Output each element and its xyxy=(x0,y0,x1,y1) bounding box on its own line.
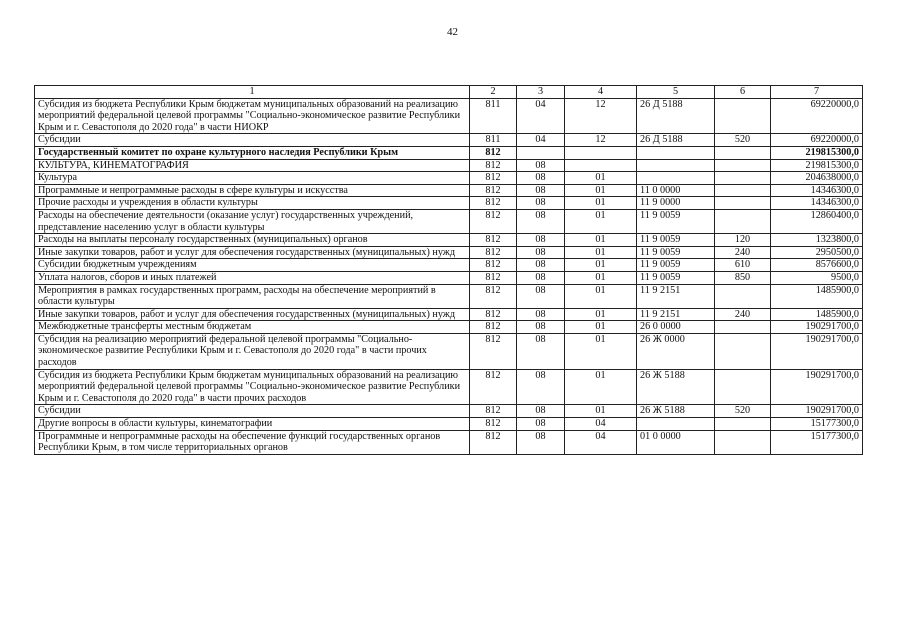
expense-type-cell xyxy=(715,284,771,308)
subsection-code-cell: 01 xyxy=(565,234,637,247)
amount-cell: 190291700,0 xyxy=(771,405,863,418)
target-article-cell: 26 Ж 5188 xyxy=(637,405,715,418)
target-article-cell: 11 9 0059 xyxy=(637,259,715,272)
table-row xyxy=(35,209,863,233)
target-article-cell: 01 0 0000 xyxy=(637,430,715,454)
target-article-cell: 11 9 0000 xyxy=(637,197,715,210)
grbs-code-cell: 812 xyxy=(470,259,517,272)
amount-cell: 1485900,0 xyxy=(771,284,863,308)
amount-cell: 219815300,0 xyxy=(771,159,863,172)
grbs-code-cell: 812 xyxy=(470,369,517,405)
col-header-3: 3 xyxy=(517,86,565,99)
target-article-cell xyxy=(637,172,715,185)
table-row xyxy=(35,98,863,134)
expense-type-cell xyxy=(715,321,771,334)
expense-type-cell xyxy=(715,184,771,197)
amount-cell: 15177300,0 xyxy=(771,418,863,431)
expense-type-cell xyxy=(715,98,771,134)
grbs-code-cell: 812 xyxy=(470,209,517,233)
subsection-code-cell: 01 xyxy=(565,405,637,418)
subsection-code-cell: 04 xyxy=(565,430,637,454)
amount-cell: 14346300,0 xyxy=(771,197,863,210)
table-row xyxy=(35,259,863,272)
grbs-code-cell: 812 xyxy=(470,172,517,185)
expense-type-cell xyxy=(715,430,771,454)
section-code-cell: 08 xyxy=(517,209,565,233)
subsection-code-cell: 01 xyxy=(565,259,637,272)
expense-name-cell: Иные закупки товаров, работ и услуг для обеспечения государственных (муниципальных) нужд xyxy=(35,308,470,321)
expense-name-cell: Иные закупки товаров, работ и услуг для обеспечения государственных (муниципальных) нужд xyxy=(35,246,470,259)
amount-cell: 69220000,0 xyxy=(771,98,863,134)
section-code-cell: 08 xyxy=(517,308,565,321)
section-code-cell: 08 xyxy=(517,159,565,172)
amount-cell: 190291700,0 xyxy=(771,333,863,369)
expense-type-cell xyxy=(715,418,771,431)
expense-name-cell: Мероприятия в рамках государственных программ, расходы на обеспечение мероприятий в области культуры xyxy=(35,284,470,308)
grbs-code-cell: 812 xyxy=(470,197,517,210)
expense-type-cell: 120 xyxy=(715,234,771,247)
amount-cell: 190291700,0 xyxy=(771,369,863,405)
table-row xyxy=(35,284,863,308)
grbs-code-cell: 812 xyxy=(470,321,517,334)
amount-cell: 9500,0 xyxy=(771,271,863,284)
col-header-7: 7 xyxy=(771,86,863,99)
expense-name-cell: Прочие расходы и учреждения в области культуры xyxy=(35,197,470,210)
grbs-code-cell: 812 xyxy=(470,284,517,308)
target-article-cell: 11 9 0059 xyxy=(637,246,715,259)
subsection-code-cell: 01 xyxy=(565,369,637,405)
col-header-5: 5 xyxy=(637,86,715,99)
amount-cell: 15177300,0 xyxy=(771,430,863,454)
col-header-6: 6 xyxy=(715,86,771,99)
subsection-code-cell xyxy=(565,159,637,172)
table-row xyxy=(35,234,863,247)
amount-cell: 204638000,0 xyxy=(771,172,863,185)
section-code-cell: 08 xyxy=(517,418,565,431)
expense-name-cell: Субсидии xyxy=(35,405,470,418)
target-article-cell: 26 Д 5188 xyxy=(637,134,715,147)
expense-name-cell: Другие вопросы в области культуры, кинематографии xyxy=(35,418,470,431)
table-row xyxy=(35,333,863,369)
table-row xyxy=(35,271,863,284)
amount-cell: 14346300,0 xyxy=(771,184,863,197)
grbs-code-cell: 812 xyxy=(470,405,517,418)
section-code-cell: 08 xyxy=(517,369,565,405)
subsection-code-cell: 04 xyxy=(565,418,637,431)
section-code-cell: 08 xyxy=(517,333,565,369)
expense-type-cell: 520 xyxy=(715,134,771,147)
grbs-code-cell: 812 xyxy=(470,333,517,369)
expense-type-cell: 240 xyxy=(715,246,771,259)
expense-name-cell: Программные и непрограммные расходы на обеспечение функций государственных органов Республики Крым, в том числе территориальных органов xyxy=(35,430,470,454)
subsection-code-cell: 01 xyxy=(565,321,637,334)
section-code-cell: 08 xyxy=(517,271,565,284)
target-article-cell xyxy=(637,159,715,172)
table-row xyxy=(35,246,863,259)
expense-name-cell: Субсидии xyxy=(35,134,470,147)
amount-cell: 219815300,0 xyxy=(771,146,863,159)
expense-type-cell: 520 xyxy=(715,405,771,418)
expense-type-cell xyxy=(715,159,771,172)
expense-type-cell xyxy=(715,197,771,210)
expense-name-cell: Субсидия на реализацию мероприятий федеральной целевой программы "Социально-экономическое развитие Республики Крым и г. Севастополя до 2020 года" в части прочих расходов xyxy=(35,333,470,369)
target-article-cell: 11 9 0059 xyxy=(637,271,715,284)
table-row xyxy=(35,430,863,454)
table-row xyxy=(35,369,863,405)
section-code-cell xyxy=(517,146,565,159)
header-row xyxy=(35,86,863,99)
expense-name-cell: Уплата налогов, сборов и иных платежей xyxy=(35,271,470,284)
grbs-code-cell: 812 xyxy=(470,184,517,197)
amount-cell: 1485900,0 xyxy=(771,308,863,321)
target-article-cell xyxy=(637,146,715,159)
target-article-cell: 26 Д 5188 xyxy=(637,98,715,134)
expense-name-cell: КУЛЬТУРА, КИНЕМАТОГРАФИЯ xyxy=(35,159,470,172)
grbs-code-cell: 812 xyxy=(470,234,517,247)
expense-name-cell: Межбюджетные трансферты местным бюджетам xyxy=(35,321,470,334)
amount-cell: 12860400,0 xyxy=(771,209,863,233)
grbs-code-cell: 812 xyxy=(470,271,517,284)
expense-type-cell xyxy=(715,172,771,185)
target-article-cell: 26 Ж 0000 xyxy=(637,333,715,369)
expense-name-cell: Субсидия из бюджета Республики Крым бюджетам муниципальных образований на реализацию мероприятий федеральной целевой программы "Социально-экономическое развитие Республики Крым и г. Севастополя до 2020 года" в части НИОКР xyxy=(35,98,470,134)
grbs-code-cell: 812 xyxy=(470,246,517,259)
expense-name-cell: Расходы на выплаты персоналу государственных (муниципальных) органов xyxy=(35,234,470,247)
grbs-code-cell: 812 xyxy=(470,308,517,321)
amount-cell: 8576600,0 xyxy=(771,259,863,272)
expense-type-cell: 850 xyxy=(715,271,771,284)
subsection-code-cell: 01 xyxy=(565,308,637,321)
subsection-code-cell: 01 xyxy=(565,271,637,284)
subsection-code-cell: 01 xyxy=(565,246,637,259)
expense-name-cell: Культура xyxy=(35,172,470,185)
grbs-code-cell: 811 xyxy=(470,98,517,134)
target-article-cell: 26 0 0000 xyxy=(637,321,715,334)
expense-type-cell xyxy=(715,333,771,369)
budget-table xyxy=(34,85,863,455)
section-code-cell: 08 xyxy=(517,197,565,210)
table-row xyxy=(35,308,863,321)
target-article-cell: 26 Ж 5188 xyxy=(637,369,715,405)
col-header-4: 4 xyxy=(565,86,637,99)
subsection-code-cell: 12 xyxy=(565,134,637,147)
target-article-cell xyxy=(637,418,715,431)
subsection-code-cell: 01 xyxy=(565,184,637,197)
target-article-cell: 11 0 0000 xyxy=(637,184,715,197)
subsection-code-cell: 01 xyxy=(565,197,637,210)
subsection-code-cell: 12 xyxy=(565,98,637,134)
expense-name-cell: Субсидия из бюджета Республики Крым бюджетам муниципальных образований на реализацию мероприятий федеральной целевой программы "Социально-экономическое развитие Республики Крым и г. Севастополя до 2020 года" в части прочих расходов xyxy=(35,369,470,405)
table-row xyxy=(35,184,863,197)
section-code-cell: 08 xyxy=(517,172,565,185)
grbs-code-cell: 812 xyxy=(470,418,517,431)
expense-name-cell: Расходы на обеспечение деятельности (оказание услуг) государственных учреждений, представление населению услуг в области культуры xyxy=(35,209,470,233)
section-code-cell: 08 xyxy=(517,430,565,454)
section-code-cell: 04 xyxy=(517,134,565,147)
table-row xyxy=(35,197,863,210)
table-row xyxy=(35,418,863,431)
section-code-cell: 04 xyxy=(517,98,565,134)
grbs-code-cell: 812 xyxy=(470,146,517,159)
col-header-2: 2 xyxy=(470,86,517,99)
section-code-cell: 08 xyxy=(517,321,565,334)
page-number: 42 xyxy=(447,26,458,38)
section-code-cell: 08 xyxy=(517,259,565,272)
amount-cell: 1323800,0 xyxy=(771,234,863,247)
section-code-cell: 08 xyxy=(517,234,565,247)
table-row xyxy=(35,321,863,334)
target-article-cell: 11 9 2151 xyxy=(637,308,715,321)
table-row xyxy=(35,172,863,185)
table-body xyxy=(35,98,863,454)
subsection-code-cell: 01 xyxy=(565,209,637,233)
table-row xyxy=(35,405,863,418)
subsection-code-cell xyxy=(565,146,637,159)
amount-cell: 190291700,0 xyxy=(771,321,863,334)
table-row xyxy=(35,159,863,172)
amount-cell: 2950500,0 xyxy=(771,246,863,259)
target-article-cell: 11 9 0059 xyxy=(637,209,715,233)
amount-cell: 69220000,0 xyxy=(771,134,863,147)
section-code-cell: 08 xyxy=(517,284,565,308)
target-article-cell: 11 9 2151 xyxy=(637,284,715,308)
col-header-1: 1 xyxy=(35,86,470,99)
target-article-cell: 11 9 0059 xyxy=(637,234,715,247)
expense-type-cell xyxy=(715,369,771,405)
grbs-code-cell: 812 xyxy=(470,159,517,172)
expense-type-cell xyxy=(715,146,771,159)
grbs-code-cell: 812 xyxy=(470,430,517,454)
subsection-code-cell: 01 xyxy=(565,284,637,308)
subsection-code-cell: 01 xyxy=(565,172,637,185)
section-code-cell: 08 xyxy=(517,246,565,259)
expense-name-cell: Субсидии бюджетным учреждениям xyxy=(35,259,470,272)
table-row xyxy=(35,146,863,159)
expense-type-cell xyxy=(715,209,771,233)
expense-type-cell: 240 xyxy=(715,308,771,321)
expense-name-cell: Государственный комитет по охране культурного наследия Республики Крым xyxy=(35,146,470,159)
expense-type-cell: 610 xyxy=(715,259,771,272)
section-code-cell: 08 xyxy=(517,184,565,197)
grbs-code-cell: 811 xyxy=(470,134,517,147)
expense-name-cell: Программные и непрограммные расходы в сфере культуры и искусства xyxy=(35,184,470,197)
table-row xyxy=(35,134,863,147)
subsection-code-cell: 01 xyxy=(565,333,637,369)
section-code-cell: 08 xyxy=(517,405,565,418)
